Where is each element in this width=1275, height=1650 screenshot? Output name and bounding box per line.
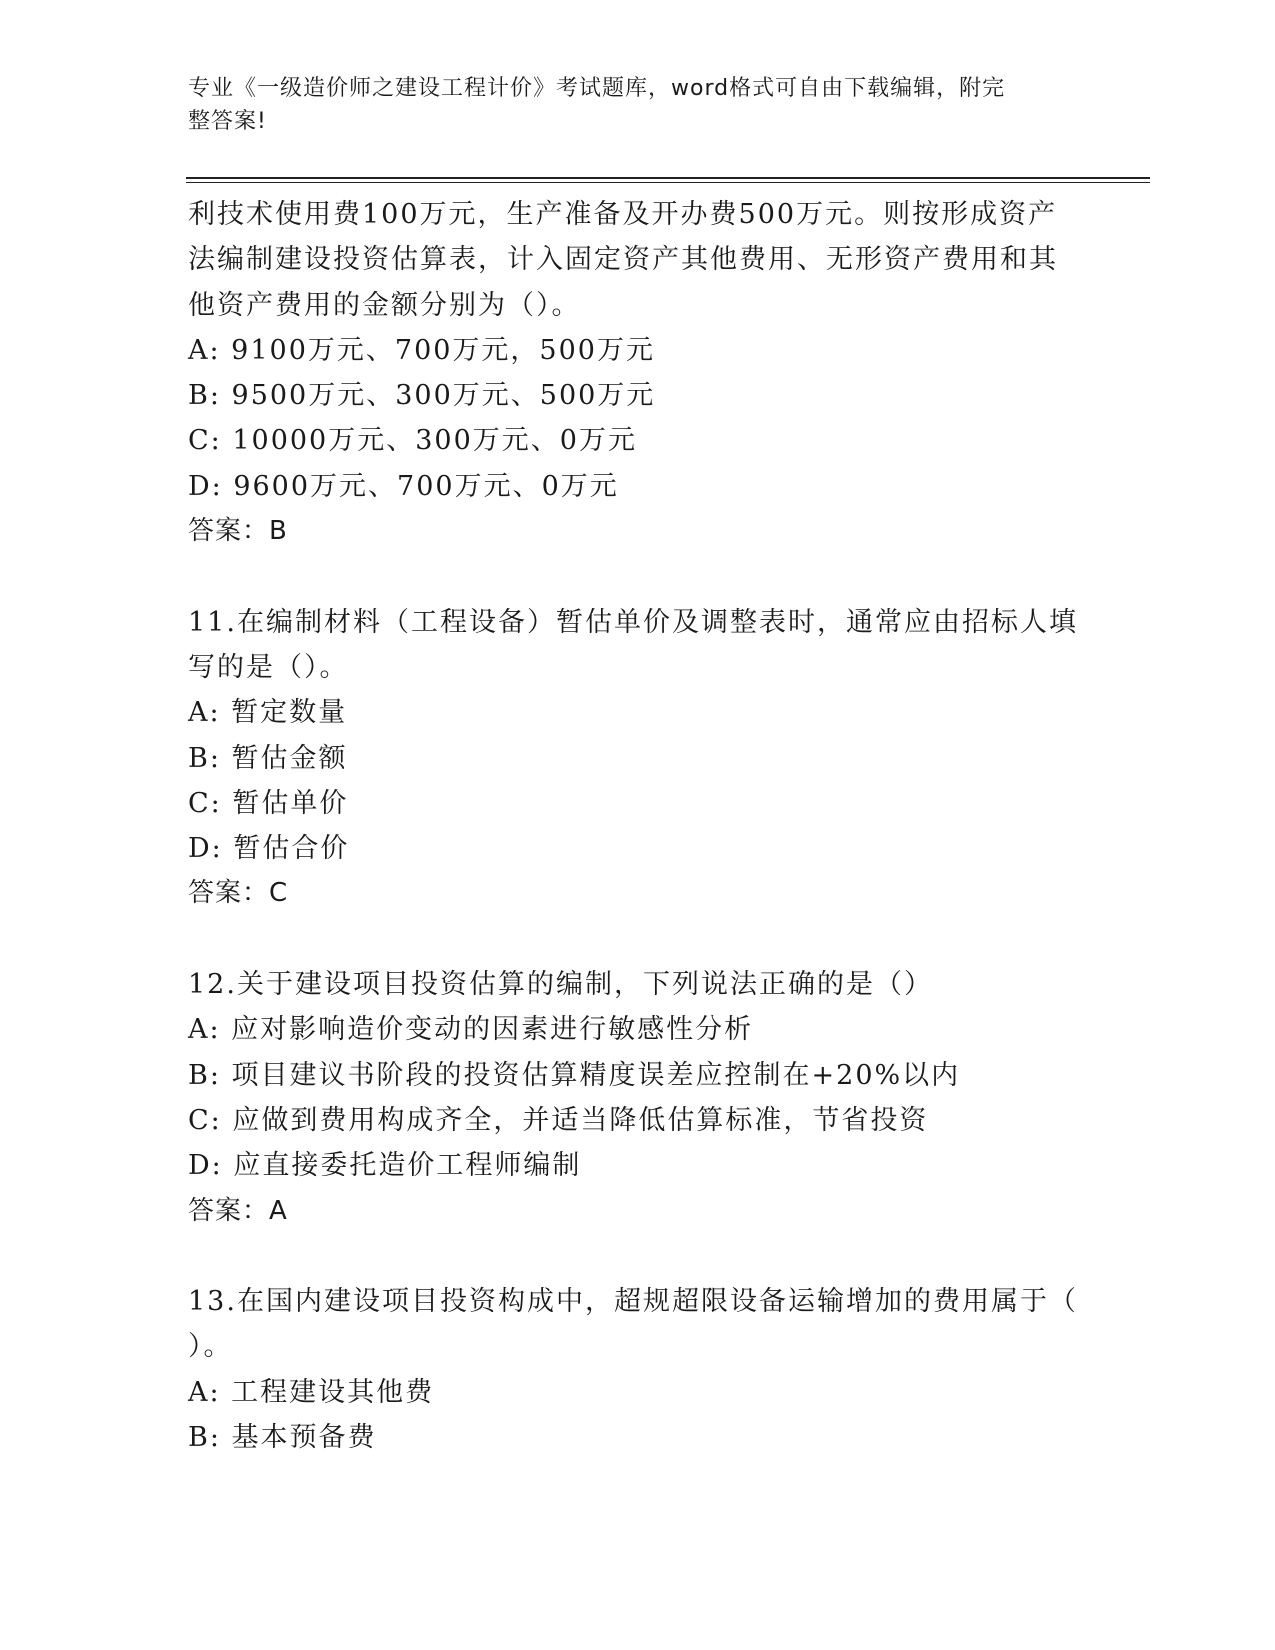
option-c: C: 暂估单价 <box>188 787 349 819</box>
option-d: D: 9600万元、700万元、0万元 <box>188 470 619 502</box>
question-stem-line: 13.在国内建设项目投资构成中，超规超限设备运输增加的费用属于（ <box>188 1286 1078 1318</box>
option-b: B: 暂估金额 <box>188 742 348 774</box>
option-b: B: 基本预备费 <box>188 1422 377 1454</box>
question-stem-line: 法编制建设投资估算表，计入固定资产其他费用、无形资产费用和其 <box>188 244 1058 276</box>
option-a: A: 暂定数量 <box>188 697 348 729</box>
spacer <box>188 1234 1088 1279</box>
question-stem-line: 11.在编制材料（工程设备）暂估单价及调整表时，通常应由招标人填 <box>188 606 1078 638</box>
question-13 <box>188 1279 1088 1460</box>
option-b: B: 9500万元、300万元、500万元 <box>188 380 656 412</box>
question-12 <box>188 962 1088 1234</box>
question-10 <box>188 192 1088 554</box>
page-header <box>188 72 1068 138</box>
answer-line: 答案：C <box>188 878 289 909</box>
option-a: A: 应对影响造价变动的因素进行敏感性分析 <box>188 1014 754 1046</box>
question-stem-line: 写的是（）。 <box>188 651 349 683</box>
header-rule-thick <box>186 177 1150 179</box>
question-stem-line: 他资产费用的金额分别为（）。 <box>188 289 581 321</box>
question-11 <box>188 600 1088 917</box>
option-a: A: 9100万元、700万元，500万元 <box>188 334 655 366</box>
option-c: C: 10000万元、300万元、0万元 <box>188 425 637 457</box>
answer-line: 答案：B <box>188 516 288 547</box>
spacer <box>188 554 1088 599</box>
question-stem-line: ）。 <box>188 1331 233 1363</box>
question-stem-line: 12.关于建设项目投资估算的编制，下列说法正确的是（） <box>188 969 933 1001</box>
header-line-2: 整答案! <box>188 109 267 134</box>
option-a: A: 工程建设其他费 <box>188 1376 435 1408</box>
question-stem-line: 利技术使用费100万元，生产准备及开办费500万元。则按形成资产 <box>188 199 1058 230</box>
option-d: D: 暂估合价 <box>188 833 350 865</box>
option-c: C: 应做到费用构成齐全，并适当降低估算标准，节省投资 <box>188 1104 929 1136</box>
option-d: D: 应直接委托造价工程师编制 <box>188 1150 582 1182</box>
header-line-1: 专业《一级造价师之建设工程计价》考试题库，word格式可自由下载编辑，附完 <box>188 76 1006 101</box>
header-rule-thin <box>186 182 1150 183</box>
option-b: B: 项目建议书阶段的投资估算精度误差应控制在+20%以内 <box>188 1059 961 1091</box>
answer-line: 答案：A <box>188 1195 288 1226</box>
document-body <box>188 192 1088 1460</box>
spacer <box>188 917 1088 962</box>
